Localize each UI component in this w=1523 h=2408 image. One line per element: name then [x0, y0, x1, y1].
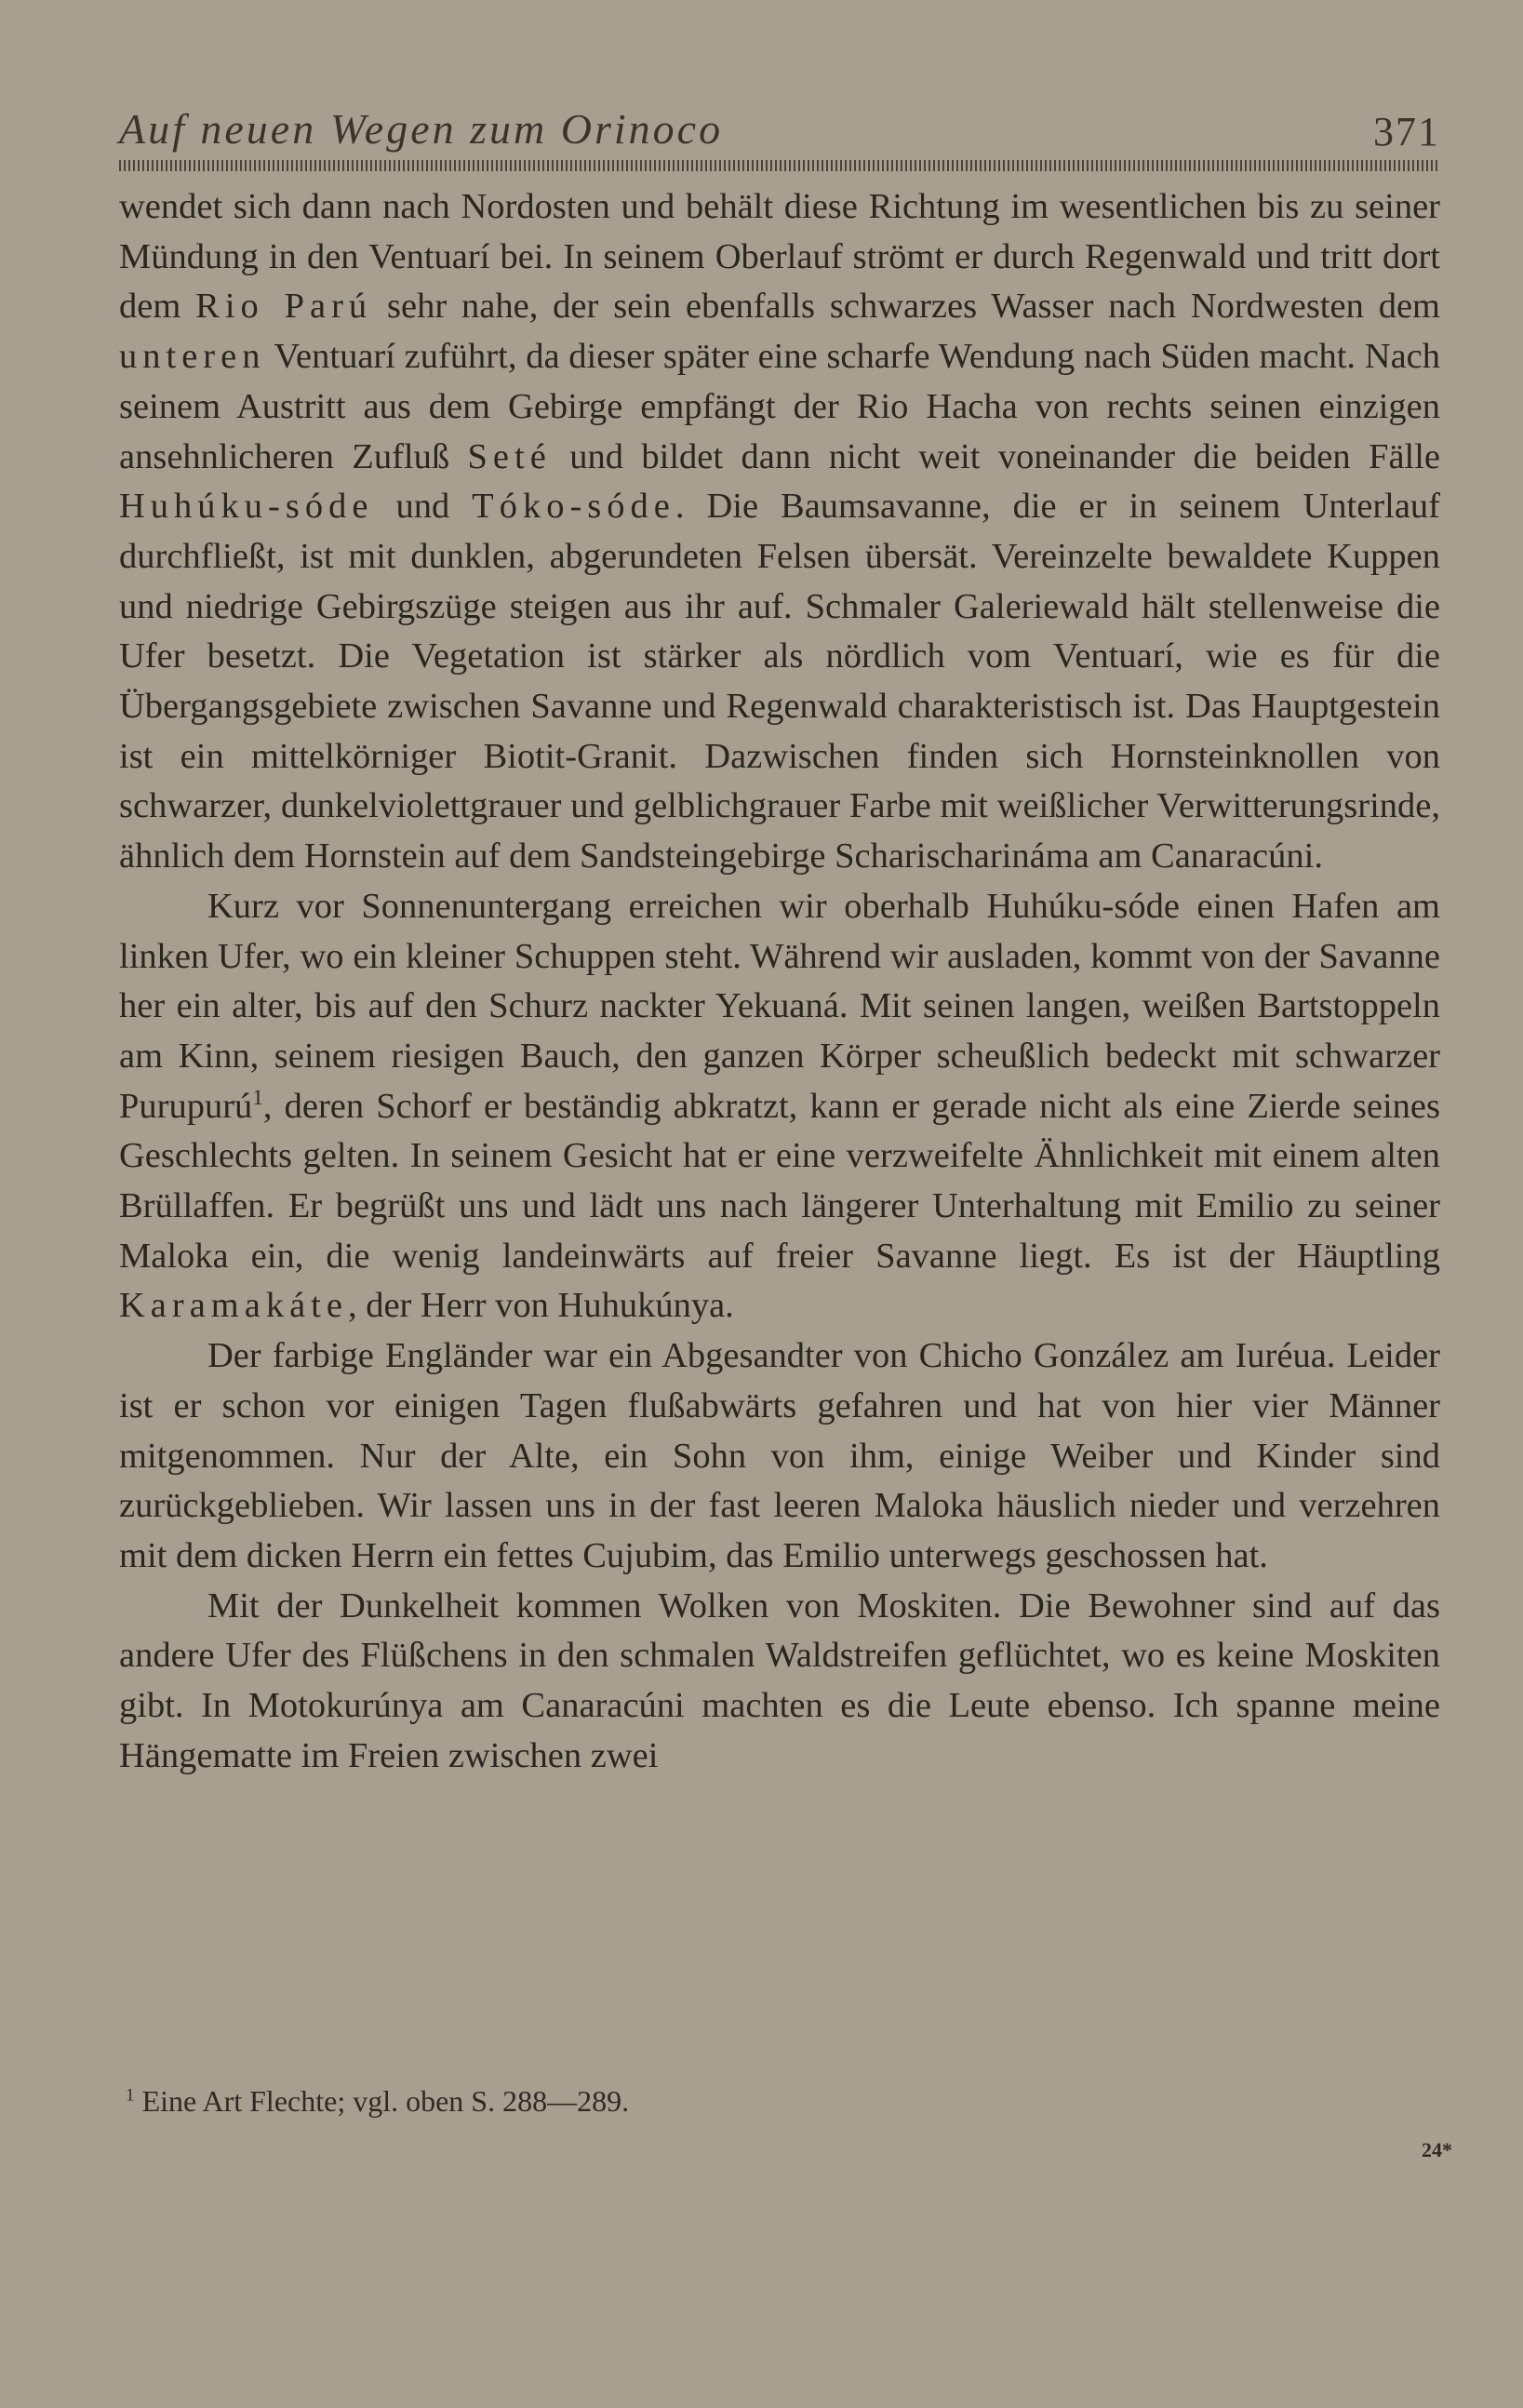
footnote-marker: 1 — [252, 1084, 263, 1109]
paragraph-4: Mit der Dunkelheit kommen Wolken von Moskiten. Die Bewohner sind auf das andere Ufer des Flüßchens in den schmalen Waldstreifen geflüchtet, wo es keine Moskiten gibt. In Motokurúnya am Canaracúni machten es die Leute ebenso. Ich spanne meine Hängematte im Freien zwischen zwei — [119, 1585, 1440, 1775]
text-run: und bildet dann nicht weit voneinander die beiden Fälle — [551, 436, 1441, 476]
text-run: Kurz vor Sonnenuntergang erreichen wir oberhalb Huhúku-sóde einen Hafen am linken Ufer, wo ein kleiner Schuppen steht. Während wir ausladen, kommt von der Savanne her ein alter, bis auf den Schurz nackter Yekuaná. Mit seinen langen, weißen Bartstoppeln am Kinn, seinem riesigen Bauch, den ganzen Körper scheußlich bedeckt mit schwarzer Purupurú — [119, 886, 1440, 1126]
spaced-name: Seté — [467, 436, 552, 476]
text-run: , der Herr von Huhukúnya. — [347, 1286, 734, 1326]
text-run: , deren Schorf er beständig abkratzt, kann er gerade nicht als eine Zierde seines Geschlechts gelten. In seinem Gesicht hat er eine verzweifelte Ähnlichkeit mit einem alten Brüllaffen. Er begrüßt uns und lädt uns nach längerer Unterhaltung mit Emilio zu seiner Maloka ein, die wenig landeinwärts auf freier Savanne liegt. Es ist der Häuptling — [119, 1086, 1440, 1276]
text-run: wendet sich dann nach Nordosten und behält diese Richtung im wesentlichen bis zu seiner Mündung in den Ventuarí bei. In seinem Oberlauf strömt er durch Regenwald und tritt dort dem — [119, 187, 1440, 327]
page-number: 371 — [1373, 109, 1440, 154]
header-rule — [119, 160, 1440, 171]
text-run: sehr nahe, der sein ebenfalls schwarzes Wasser nach Nordwesten dem — [372, 287, 1440, 327]
body-text — [119, 182, 1440, 1782]
spaced-name: Tóko-sóde — [472, 487, 675, 527]
running-title: Auf neuen Wegen zum Orinoco — [119, 105, 724, 153]
signature-mark: 24* — [1422, 2138, 1452, 2161]
spaced-name: Huhúku-sóde — [119, 487, 374, 527]
spaced-name: Karamakáte — [119, 1286, 348, 1326]
text-run: Ventuarí zuführt, da dieser später eine scharfe Wendung nach Süden macht. Nach seinem Austritt aus dem Gebirge empfängt der Rio Hacha von rechts seinen einzigen ansehnlicheren Zufluß — [119, 337, 1440, 476]
footnote-number: 1 — [126, 2085, 135, 2106]
spaced-name: Rio Parú — [195, 287, 373, 327]
paragraph-3: Der farbige Engländer war ein Abgesandter von Chicho González am Iuréua. Leider ist er schon vor einigen Tagen flußabwärts gefahren und hat von hier vier Männer mitgenommen. Nur der Alte, ein Sohn von ihm, einige Weiber und Kinder sind zurückgeblieben. Wir lassen uns in der fast leeren Maloka häuslich nieder und verzehren mit dem dicken Herrn ein fettes Cujubim, das Emilio unterwegs geschossen hat. — [119, 1336, 1440, 1575]
page-header — [119, 104, 1440, 160]
footnote — [126, 2084, 1428, 2119]
paragraph-1 — [119, 182, 1440, 882]
text-run: . Die Baumsavanne, die er in seinem Unterlauf durchfließt, ist mit dunklen, abgerundeten Felsen übersät. Vereinzelte bewaldete Kuppen und niedrige Gebirgszüge steigen aus ihr auf. Schmaler Galeriewald hält stellenweise die Ufer besetzt. Die Vegetation ist stärker als nördlich vom Ventuarí, wie es für die Übergangsgebiete zwischen Savanne und Regenwald charakteristisch ist. Das Hauptgestein ist ein mittelkörniger Biotit-Granit. Dazwischen finden sich Hornsteinknollen von schwarzer, dunkelviolettgrauer und gelblichgrauer Farbe mit weißlicher Verwitterungsrinde, ähnlich dem Hornstein auf dem Sandsteingebirge Scharischarináma am Canaracúni. — [119, 487, 1440, 876]
footnote-text: Eine Art Flechte; vgl. oben S. 288—289. — [134, 2084, 630, 2118]
spaced-word: unteren — [119, 337, 266, 377]
paragraph-2 — [119, 882, 1440, 1331]
text-run: und — [373, 487, 473, 527]
